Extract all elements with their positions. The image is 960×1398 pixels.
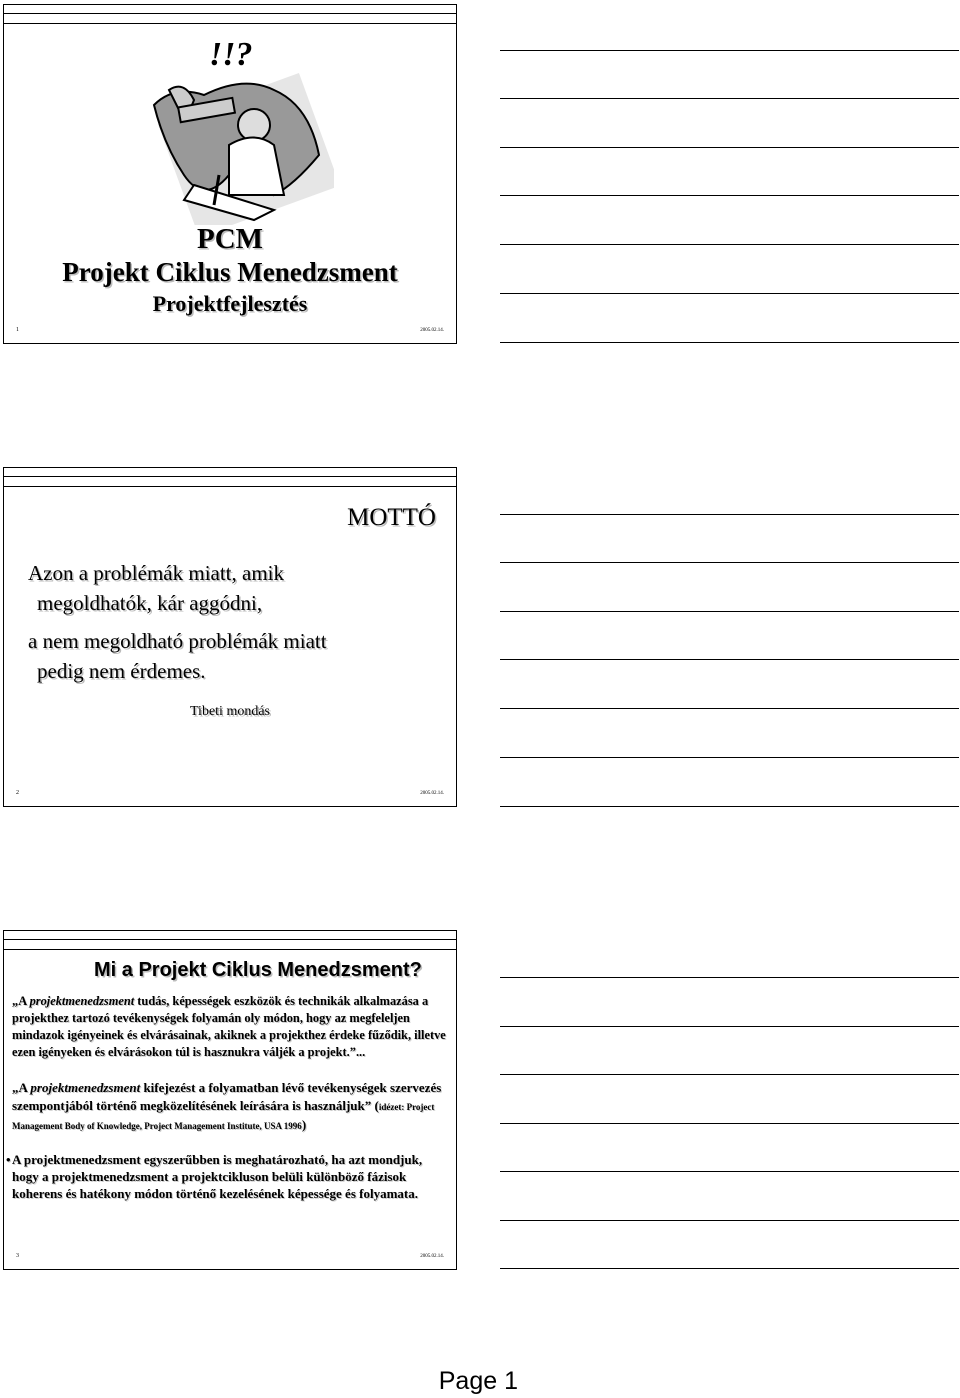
note-line [500, 293, 959, 294]
note-line [500, 195, 959, 196]
paragraph-text: kifejezést a folyamatban lévő tevékenységek szervezés szempontjából történő megközelítésének leírására is használjuk” ( [12, 1080, 442, 1113]
note-line [500, 659, 959, 660]
definition-paragraph-2 [12, 1079, 452, 1135]
term: projektmenedzsment [30, 1080, 141, 1095]
slide-1 [3, 4, 457, 344]
slide-date: 2005.02.14. [420, 328, 444, 333]
slide-number: 3 [16, 1253, 19, 1259]
note-line [500, 147, 959, 148]
definition-paragraph-1 [12, 993, 452, 1061]
slide-date: 2005.02.14. [420, 1254, 444, 1259]
note-line [500, 1268, 959, 1269]
slide-number: 2 [16, 790, 19, 796]
note-line [500, 244, 959, 245]
motto-line-1: Azon a problémák miatt, amik [28, 561, 285, 585]
definition-paragraph-3 [6, 1151, 452, 1202]
note-line [500, 1123, 959, 1124]
frustrated-person-clipart-icon [134, 35, 334, 225]
note-line [500, 757, 959, 758]
note-line [500, 50, 959, 51]
slide-title: PCM [196, 223, 264, 255]
slide-subtitle-2: Projektfejlesztés [152, 291, 308, 316]
note-line [500, 1026, 959, 1027]
note-line [500, 514, 959, 515]
motto-line-4: pedig nem érdemes. [37, 659, 206, 683]
citation: idézet: Project Management Body of Knowledge, Project Management Institute, USA 1996 [12, 1102, 435, 1131]
slide-number: 1 [16, 327, 19, 333]
slide-date: 2005.02.14. [420, 791, 444, 796]
motto-source: Tibeti mondás [190, 704, 270, 719]
paragraph-text: A projektmenedzsment egyszerűbben is meghatározható, ha azt mondjuk, hogy a projektmenedzsment a projektcikluson belüli különböző fázisok koherens és hatékony módon történő kezelésének képessége és folyamata. [12, 1152, 423, 1201]
note-line [500, 977, 959, 978]
motto-line-3: a nem megoldható problémák miatt [28, 629, 327, 653]
quote-open: „A [12, 1080, 31, 1095]
svg-text:!!?: !!? [209, 36, 253, 73]
citation-close: ) [301, 1117, 307, 1132]
note-line [500, 708, 959, 709]
quote-open: „A [12, 994, 30, 1008]
slide-topbar [4, 5, 456, 24]
note-line [500, 342, 959, 343]
slide-topbar [4, 468, 456, 487]
bullet-icon: • [6, 1152, 11, 1167]
slide-2 [3, 467, 457, 807]
motto-line-2: megoldhatók, kár aggódni, [37, 591, 263, 615]
note-line [500, 1171, 959, 1172]
note-line [500, 562, 959, 563]
page-label: Page 1 [438, 1367, 518, 1395]
slide-topbar [4, 931, 456, 950]
note-line [500, 806, 959, 807]
slide-3 [3, 930, 457, 1270]
motto-heading: MOTTÓ [347, 504, 436, 531]
note-line [500, 611, 959, 612]
term: projektmenedzsment [29, 994, 135, 1008]
slide-title: Mi a Projekt Ciklus Menedzsment? [94, 959, 422, 981]
paragraph-text: tudás, képességek eszközök és technikák alkalmazása a projekthez tartozó tevékenységek folyamán oly módon, hogy az megfeleljen mindazok igényeinek és elvárásainak, akiknek a projekthez érdeke fűződik, illetve ezen igényeken és elvárásokon túl is hasznukra váljék a projekt.”... [12, 994, 446, 1059]
note-line [500, 98, 959, 99]
note-line [500, 1074, 959, 1075]
slide-subtitle: Projekt Ciklus Menedzsment [62, 257, 398, 287]
note-line [500, 1220, 959, 1221]
